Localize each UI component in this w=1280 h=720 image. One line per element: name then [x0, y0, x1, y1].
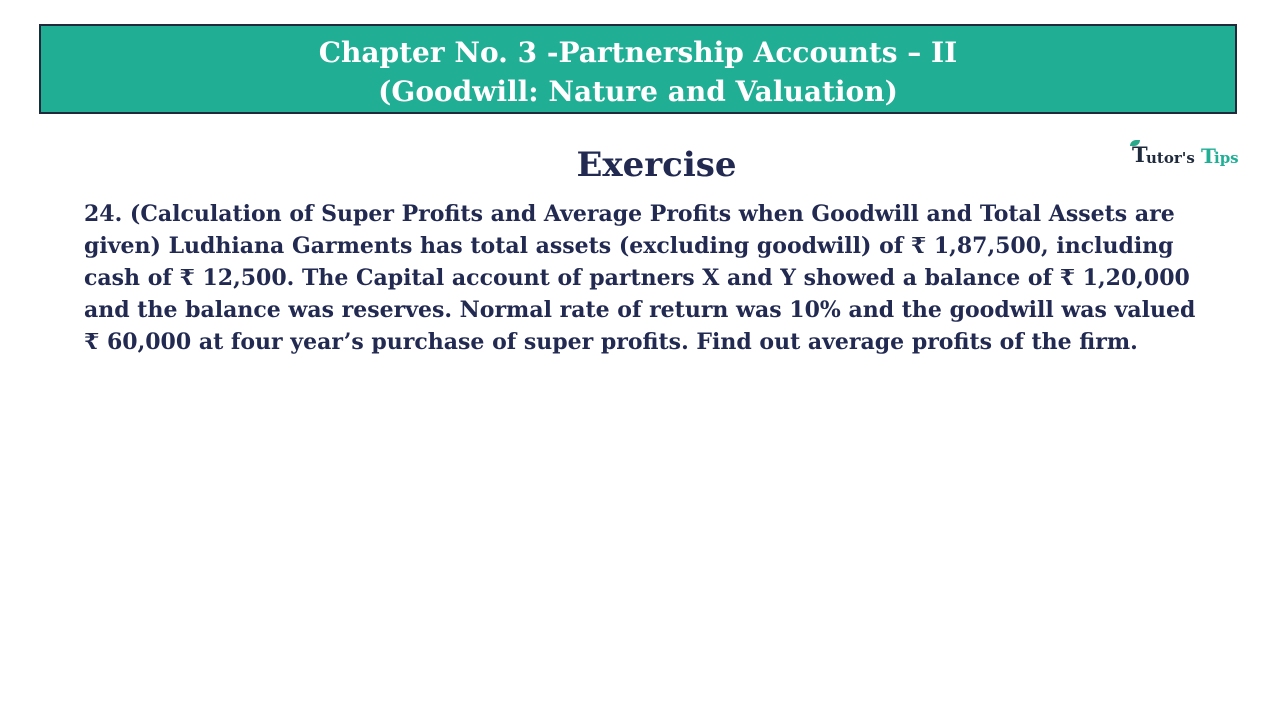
question-line: cash of ₹ 12,500. The Capital account of partners X and Y showed a balance of ₹ 1,20,000	[84, 265, 1190, 291]
chapter-subtitle: (Goodwill: Nature and Valuation)	[378, 75, 898, 108]
question-line: 24. (Calculation of Super Profits and Average Profits when Goodwill and Total Assets are	[84, 201, 1175, 227]
logo-letter-t2: T	[1201, 144, 1216, 168]
logo-letter-t: T	[1132, 142, 1148, 167]
question-text	[84, 198, 1214, 358]
logo-text-ips: ips	[1214, 149, 1239, 167]
section-title: Exercise	[576, 145, 737, 185]
chapter-header	[39, 24, 1237, 114]
question-line: given) Ludhiana Garments has total assets (excluding goodwill) of ₹ 1,87,500, including	[84, 233, 1174, 259]
question-line: ₹ 60,000 at four year’s purchase of super profits. Find out average profits of the firm.	[84, 329, 1138, 355]
question-line: and the balance was reserves. Normal rate of return was 10% and the goodwill was valued	[84, 297, 1196, 323]
logo-text-utors: utor's	[1146, 149, 1195, 167]
chapter-title: Chapter No. 3 -Partnership Accounts – II	[318, 36, 958, 69]
